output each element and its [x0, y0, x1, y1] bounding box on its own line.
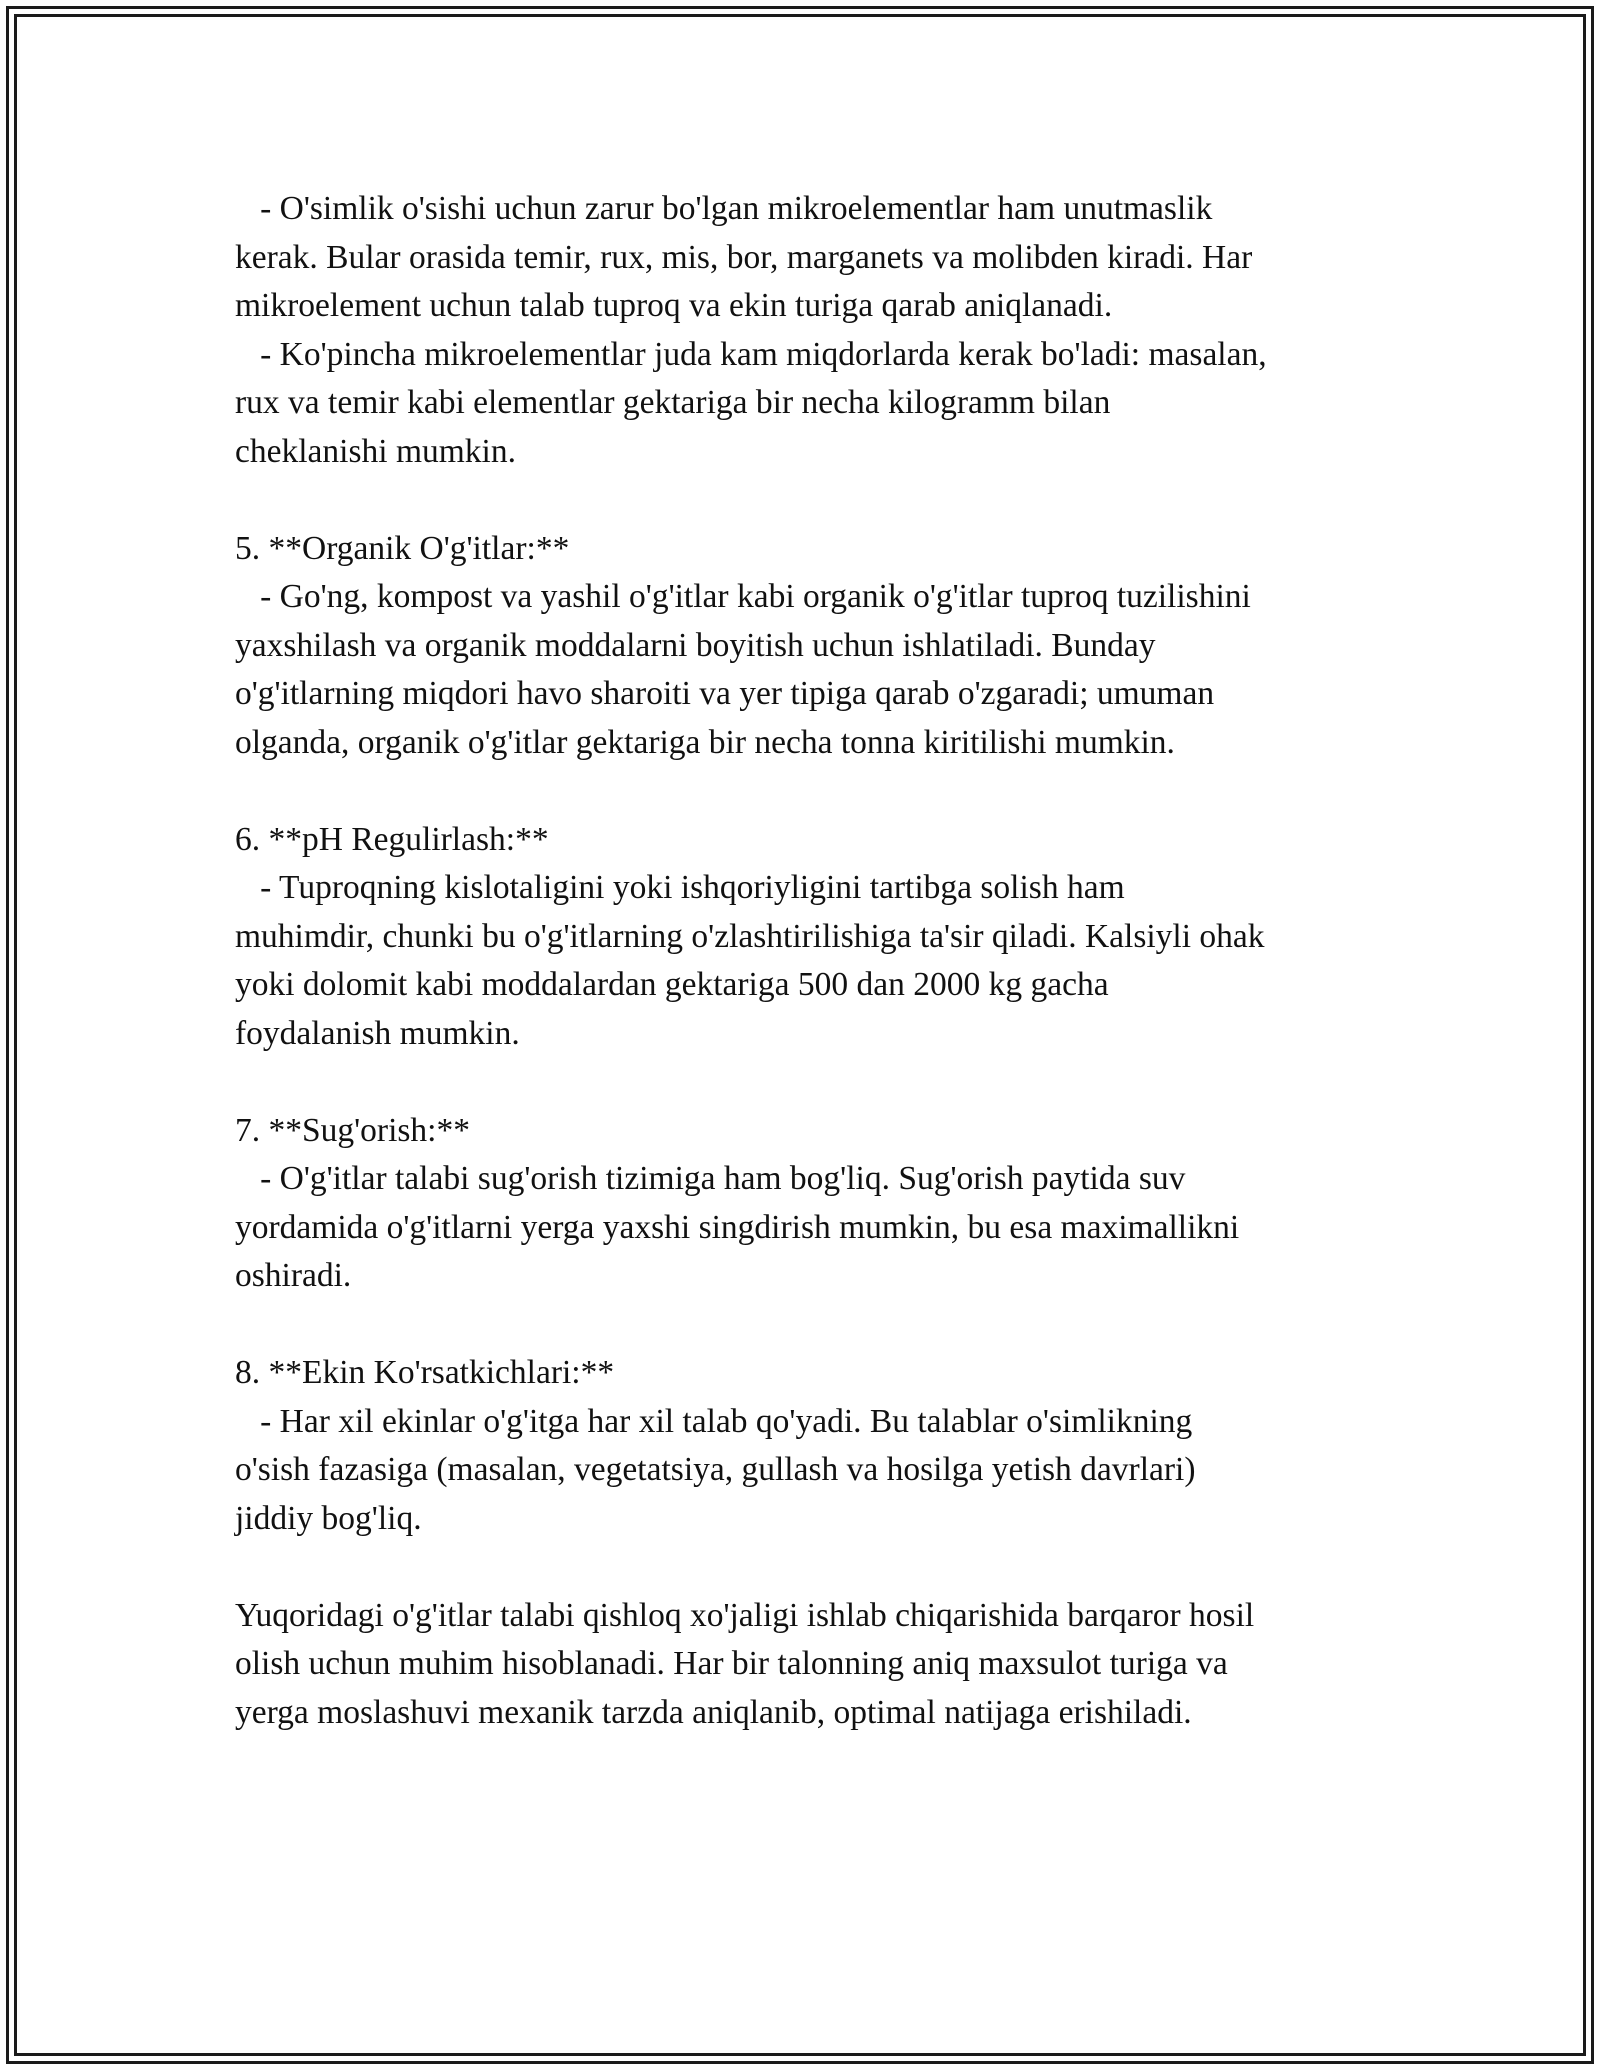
paragraph-gap: [235, 1301, 1395, 1350]
text-line: jiddiy bog'liq.: [235, 1499, 422, 1537]
text-line: - O'g'itlar talabi sug'orish tizimiga ham bog'liq. Sug'orish paytida suv: [235, 1160, 1186, 1197]
text-line: mikroelement uchun talab tuproq va ekin turiga qarab aniqlanadi.: [235, 287, 1113, 324]
section-heading: 5. **Organik O'g'itlar:**: [235, 529, 570, 567]
text-line: cheklanishi mumkin.: [235, 432, 516, 470]
text-line: yordamida o'g'itlarni yerga yaxshi singdirish mumkin, bu esa maximallikni: [235, 1208, 1240, 1246]
text-line: olish uchun muhim hisoblanadi. Har bir talonning aniq maxsulot turiga va: [235, 1645, 1228, 1682]
text-line: foydalanish mumkin.: [235, 1014, 520, 1052]
section-heading: 8. **Ekin Ko'rsatkichlari:**: [235, 1354, 615, 1391]
text-line: - Tuproqning kislotaligini yoki ishqoriyligini tartibga solish ham: [235, 869, 1125, 906]
section-microelements: [235, 185, 1395, 476]
text-line: yaxshilash va organik moddalarni boyitish uchun ishlatiladi. Bunday: [235, 626, 1156, 664]
document-body: [235, 185, 1395, 1737]
section-ekin-korsatkichlari: [235, 1349, 1395, 1543]
text-line: o'g'itlarning miqdori havo sharoiti va yer tipiga qarab o'zgaradi; umuman: [235, 675, 1215, 712]
text-line: - Ko'pincha mikroelementlar juda kam miqdorlarda kerak bo'ladi: masalan,: [235, 335, 1267, 373]
section-sugorish: [235, 1107, 1395, 1301]
text-line: yerga moslashuvi mexanik tarzda aniqlanib, optimal natijaga erishiladi.: [235, 1693, 1192, 1731]
text-line: yoki dolomit kabi moddalardan gektariga 500 dan 2000 kg gacha: [235, 966, 1109, 1003]
text-line: - Har xil ekinlar o'g'itga har xil talab qo'yadi. Bu talablar o'simlikning: [235, 1402, 1193, 1440]
section-ph-regulirlash: [235, 816, 1395, 1059]
text-line: muhimdir, chunki bu o'g'itlarning o'zlashtirilishiga ta'sir qiladi. Kalsiyli ohak: [235, 917, 1265, 955]
text-line: - O'simlik o'sishi uchun zarur bo'lgan mikroelementlar ham unutmaslik: [235, 190, 1213, 227]
section-heading: 6. **pH Regulirlash:**: [235, 820, 549, 858]
paragraph-gap: [235, 1543, 1395, 1592]
text-line: o'sish fazasiga (masalan, vegetatsiya, gullash va hosilga yetish davrlari): [235, 1451, 1196, 1488]
text-line: olganda, organik o'g'itlar gektariga bir necha tonna kiritilishi mumkin.: [235, 723, 1175, 761]
section-conclusion: [235, 1592, 1395, 1738]
text-line: oshiradi.: [235, 1257, 352, 1294]
paragraph-gap: [235, 1058, 1395, 1107]
section-organik-ogitlar: [235, 525, 1395, 768]
text-line: rux va temir kabi elementlar gektariga bir necha kilogramm bilan: [235, 384, 1111, 421]
paragraph-gap: [235, 767, 1395, 816]
text-line: - Go'ng, kompost va yashil o'g'itlar kabi organik o'g'itlar tuproq tuzilishini: [235, 578, 1251, 615]
paragraph-gap: [235, 476, 1395, 525]
section-heading: 7. **Sug'orish:**: [235, 1111, 470, 1149]
text-line: Yuqoridagi o'g'itlar talabi qishloq xo'jaligi ishlab chiqarishida barqaror hosil: [235, 1596, 1255, 1634]
text-line: kerak. Bular orasida temir, rux, mis, bor, marganets va molibden kiradi. Har: [235, 238, 1253, 276]
